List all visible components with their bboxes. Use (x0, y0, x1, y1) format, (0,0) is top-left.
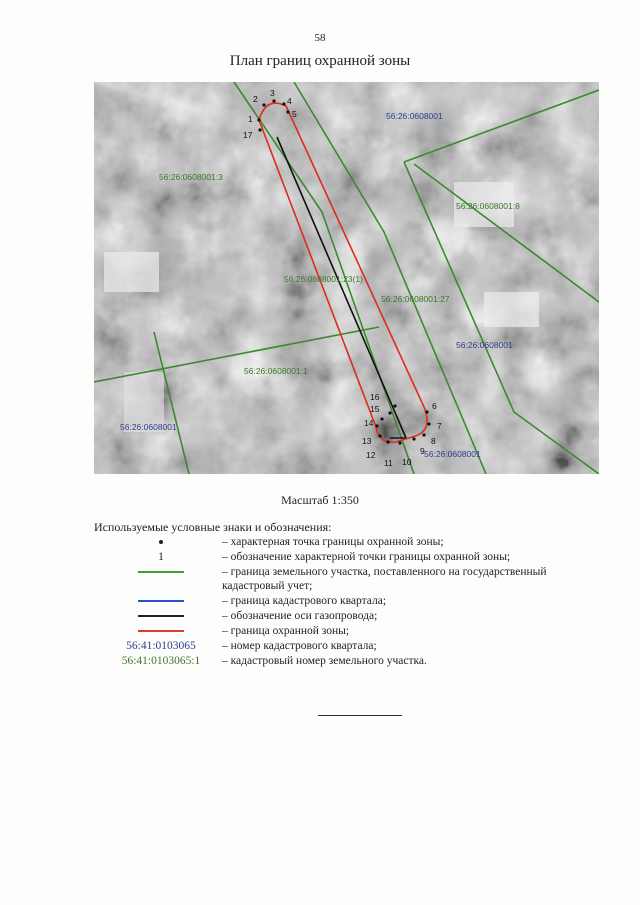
legend-row (100, 535, 610, 549)
point-number: 8 (431, 436, 436, 446)
legend-row (100, 639, 610, 653)
legend-row (100, 594, 610, 608)
legend-description: – характерная точка границы охранной зоны; (222, 536, 444, 548)
legend-description: – граница охранной зоны; (222, 625, 350, 637)
point-dot-icon (159, 540, 163, 544)
zone-point (388, 411, 391, 414)
point-number: 1 (248, 114, 253, 124)
legend-symbol (100, 535, 222, 549)
legend-description: – граница земельного участка, поставленного на государственный кадастровый учет; (222, 566, 547, 592)
quarter-line-icon (138, 600, 184, 602)
quarter-label: 56:26:0608001 (386, 111, 443, 121)
zone-point (380, 417, 383, 420)
point-number: 7 (437, 421, 442, 431)
zone-point (257, 118, 260, 121)
point-number-sample: 1 (158, 551, 164, 563)
map-image (94, 82, 599, 474)
quarter-number-sample: 56:41:0103065 (126, 640, 196, 652)
legend-symbol (100, 624, 222, 638)
legend-description: – граница кадастрового квартала; (222, 595, 387, 607)
zone-point (262, 103, 265, 106)
point-number: 5 (292, 109, 297, 119)
parcel-label: 56:26:0608001:27 (381, 294, 450, 304)
legend-description: – кадастровый номер земельного участка. (222, 655, 427, 667)
legend-symbol (100, 609, 222, 623)
legend-heading: Используемые условные знаки и обозначения: (94, 520, 332, 534)
zone-point (412, 437, 415, 440)
scale-text: Масштаб 1:350 (281, 493, 359, 507)
plan-title: План границ охранной зоны (229, 53, 411, 69)
legend-row (100, 609, 610, 623)
parcel-line-icon (138, 571, 184, 573)
zone-point (386, 440, 389, 443)
legend-symbol (100, 654, 222, 668)
building-patch (104, 252, 159, 292)
legend-symbol (100, 639, 222, 653)
parcel-label: 56:26:0608001:8 (456, 201, 520, 211)
point-number: 9 (420, 446, 425, 456)
zone-point (286, 110, 289, 113)
legend-symbol (100, 565, 222, 579)
quarter-label: 56:26:0608001 (120, 422, 177, 432)
parcel-label: 56:26:0608001:1 (244, 366, 308, 376)
page-number: 58 (314, 32, 326, 44)
zone-point (258, 128, 261, 131)
legend-symbol (100, 594, 222, 608)
legend (100, 535, 610, 669)
zone-point (375, 424, 378, 427)
legend-description: – обозначение оси газопровода; (222, 610, 378, 622)
legend-row (100, 550, 610, 564)
zone-point (378, 434, 381, 437)
zone-point (425, 410, 428, 413)
parcel-label: 56:26:0608001:23(1) (284, 274, 363, 284)
parcel-label: 56:26:0608001:3 (159, 172, 223, 182)
point-number: 16 (370, 392, 380, 402)
zone-point (398, 441, 401, 444)
zone-point (422, 433, 425, 436)
quarter-label: 56:26:0608001 (456, 340, 513, 350)
point-number: 10 (402, 457, 412, 467)
footer-divider (318, 715, 402, 716)
point-number: 14 (364, 418, 374, 428)
zone-point (282, 102, 285, 105)
point-number: 12 (366, 450, 376, 460)
point-number: 15 (370, 404, 380, 414)
legend-symbol (100, 550, 222, 564)
legend-description: – номер кадастрового квартала; (222, 640, 377, 652)
legend-row (100, 654, 610, 668)
quarter-label: 56:26:0608001 (424, 449, 481, 459)
point-number: 4 (287, 96, 292, 106)
zone-point (393, 404, 396, 407)
point-number: 6 (432, 401, 437, 411)
point-number: 2 (253, 94, 258, 104)
building-patch (484, 292, 539, 327)
zone-point (427, 422, 430, 425)
legend-description: – обозначение характерной точки границы охранной зоны; (222, 551, 511, 563)
parcel-number-sample: 56:41:0103065:1 (121, 655, 201, 667)
zone-point (272, 99, 275, 102)
pipeline-line-icon (138, 615, 184, 617)
point-number: 13 (362, 436, 372, 446)
zone-line-icon (138, 630, 184, 632)
legend-row (100, 624, 610, 638)
point-number: 3 (270, 88, 275, 98)
point-number: 17 (243, 130, 253, 140)
legend-row (100, 565, 610, 593)
point-number: 11 (384, 458, 393, 468)
map-svg (94, 82, 599, 474)
